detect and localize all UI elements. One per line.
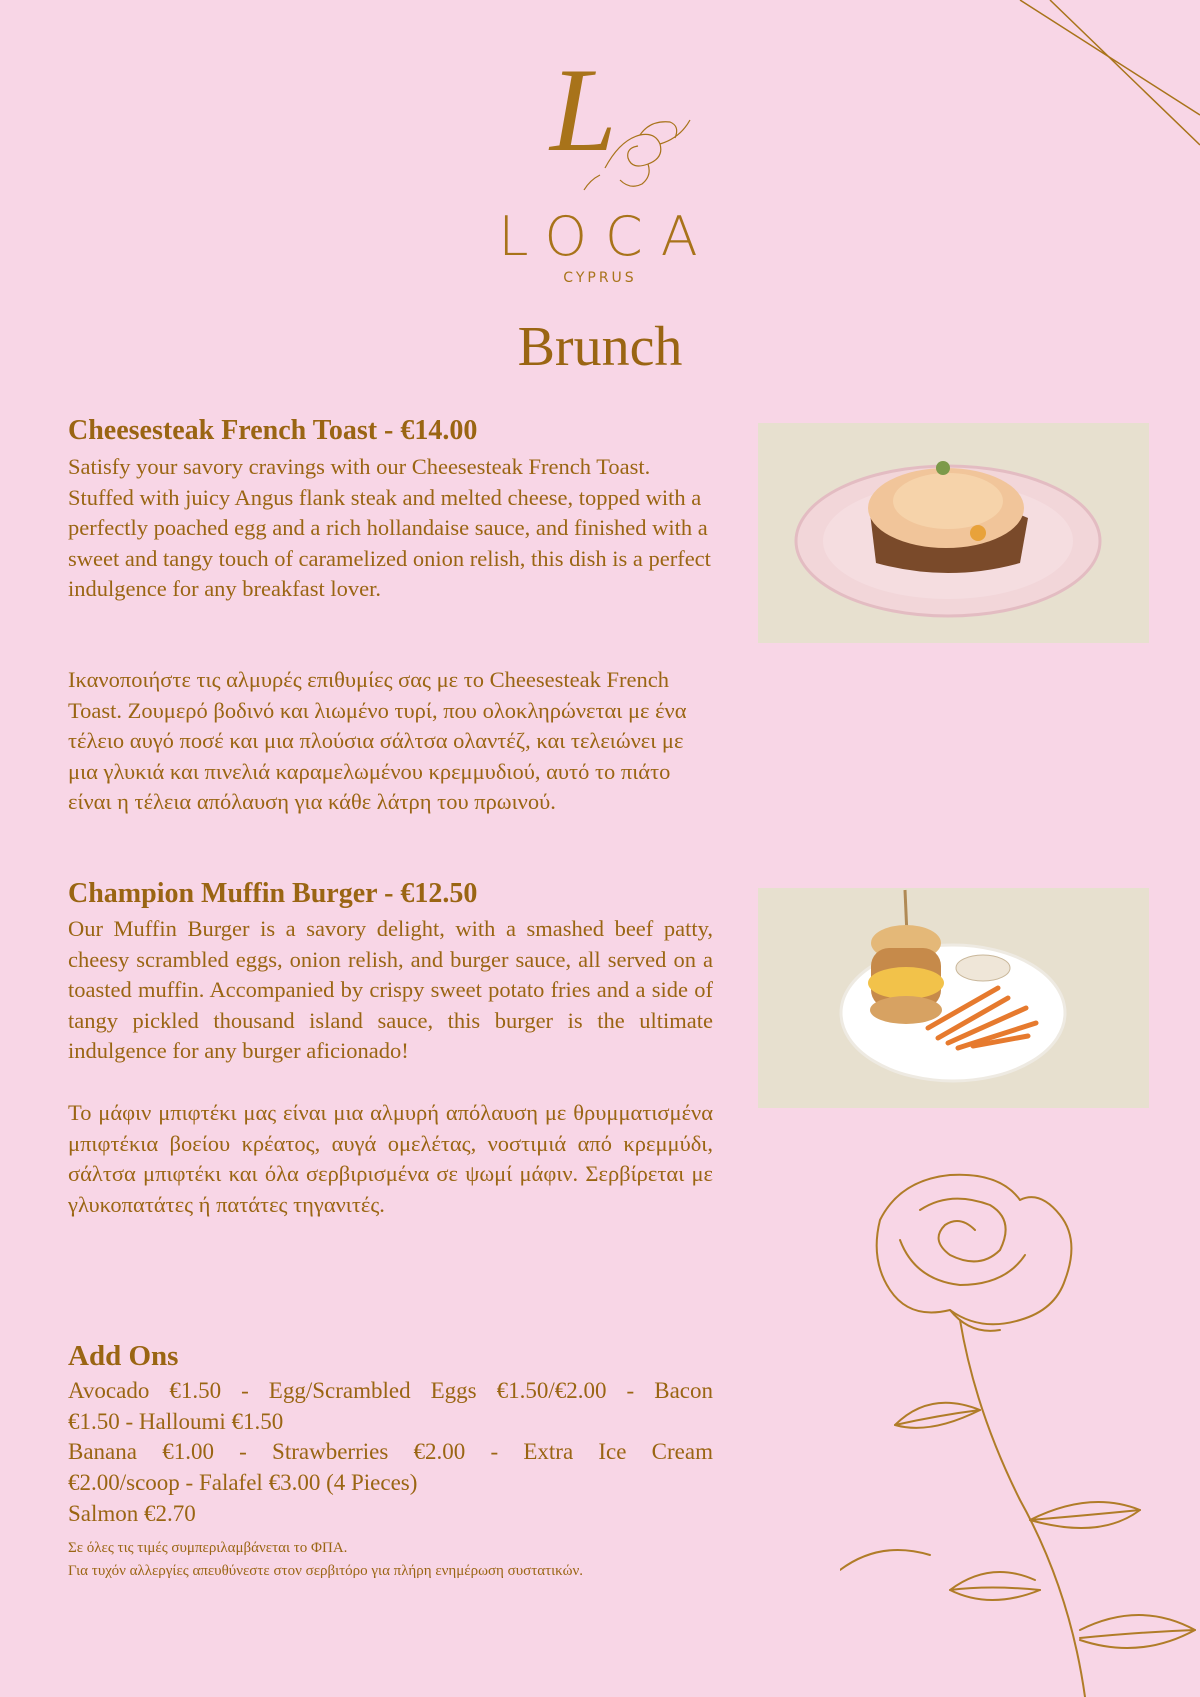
logo-subtitle: CYPRUS [563, 270, 637, 286]
addons-line: €2.00/scoop - Falafel €3.00 (4 Pieces) [68, 1470, 418, 1495]
addons-line: Avocado €1.50 - Egg/Scrambled Eggs €1.50/€2.00 - Bacon [68, 1378, 713, 1403]
menu-item-description-gr: Ικανοποιήστε τις αλμυρές επιθυμίες σας με το Cheesesteak French Toast. Ζουμερό βοδινό και λιωμένο τυρί, που ολοκληρώνεται με ένα τέλειο αυγό ποσέ και μια πλούσια σάλτσα ολαντέζ, και τελειώνει με μια γλυκιά και πινελιά καραμελωμένου κρεμμυδιού, αυτό το πιάτο είναι η τέλεια απόλαυση για κάθε λάτρη του πρωινού. [68, 667, 687, 814]
menu-item-title: Champion Muffin Burger - €12.50 [68, 878, 478, 909]
menu-item-photo-muffin-burger [758, 888, 1149, 1108]
brand-logo [480, 40, 720, 300]
vat-note: Σε όλες τις τιμές συμπεριλαμβάνεται το ΦΠΑ. [68, 1540, 348, 1556]
logo-wordmark: LOCA [498, 205, 716, 268]
addons-line: Banana €1.00 - Strawberries €2.00 - Extra Ice Cream [68, 1439, 713, 1464]
menu-item-photo-french-toast [758, 423, 1149, 643]
menu-item-description-gr: Το μάφιν μπιφτέκι μας είναι μια αλμυρή απόλαυση με θρυμματισμένα μπιφτέκια βοείου κρέατος, αυγά ομελέτας, νοστιμιά από κρεμμύδι, σάλτσα μπιφτέκι και όλα σερβιρισμένα σε ψωμί μάφιν. Σερβίρεται με γλυκοπατάτες ή πατάτες τηγανιτές. [68, 1100, 713, 1217]
monogram-letter: L [550, 43, 617, 176]
addons-title: Add Ons [68, 1340, 179, 1372]
addons-line: Salmon €2.70 [68, 1501, 196, 1526]
addons-line: €1.50 - Halloumi €1.50 [68, 1409, 284, 1434]
menu-item-title: Cheesesteak French Toast - €14.00 [68, 415, 478, 446]
logo-monogram [480, 40, 720, 210]
page-title-text: Brunch [517, 316, 683, 378]
rose-outline-illustration [840, 1160, 1200, 1697]
menu-item-description-en: Satisfy your savory cravings with our Cheesesteak French Toast. Stuffed with juicy Angus flank steak and melted cheese, topped with a perfectly poached egg and a rich hollandaise sauce, and finished with a sweet and tangy touch of caramelized onion relish, this dish is a perfect indulgence for any breakfast lover. [68, 454, 711, 601]
page-title [0, 315, 1200, 379]
allergy-note: Για τυχόν αλλεργίες απευθύνεστε στον σερβιτόρο για πλήρη ενημέρωση συστατικών. [68, 1563, 584, 1579]
menu-item-description-en: Our Muffin Burger is a savory delight, with a smashed beef patty, cheesy scrambled eggs, onion relish, and burger sauce, all served on a toasted muffin. Accompanied by crispy sweet potato fries and a side of tangy pickled thousand island sauce, this burger is the ultimate indulgence for any burger aficionado! [68, 916, 713, 1063]
